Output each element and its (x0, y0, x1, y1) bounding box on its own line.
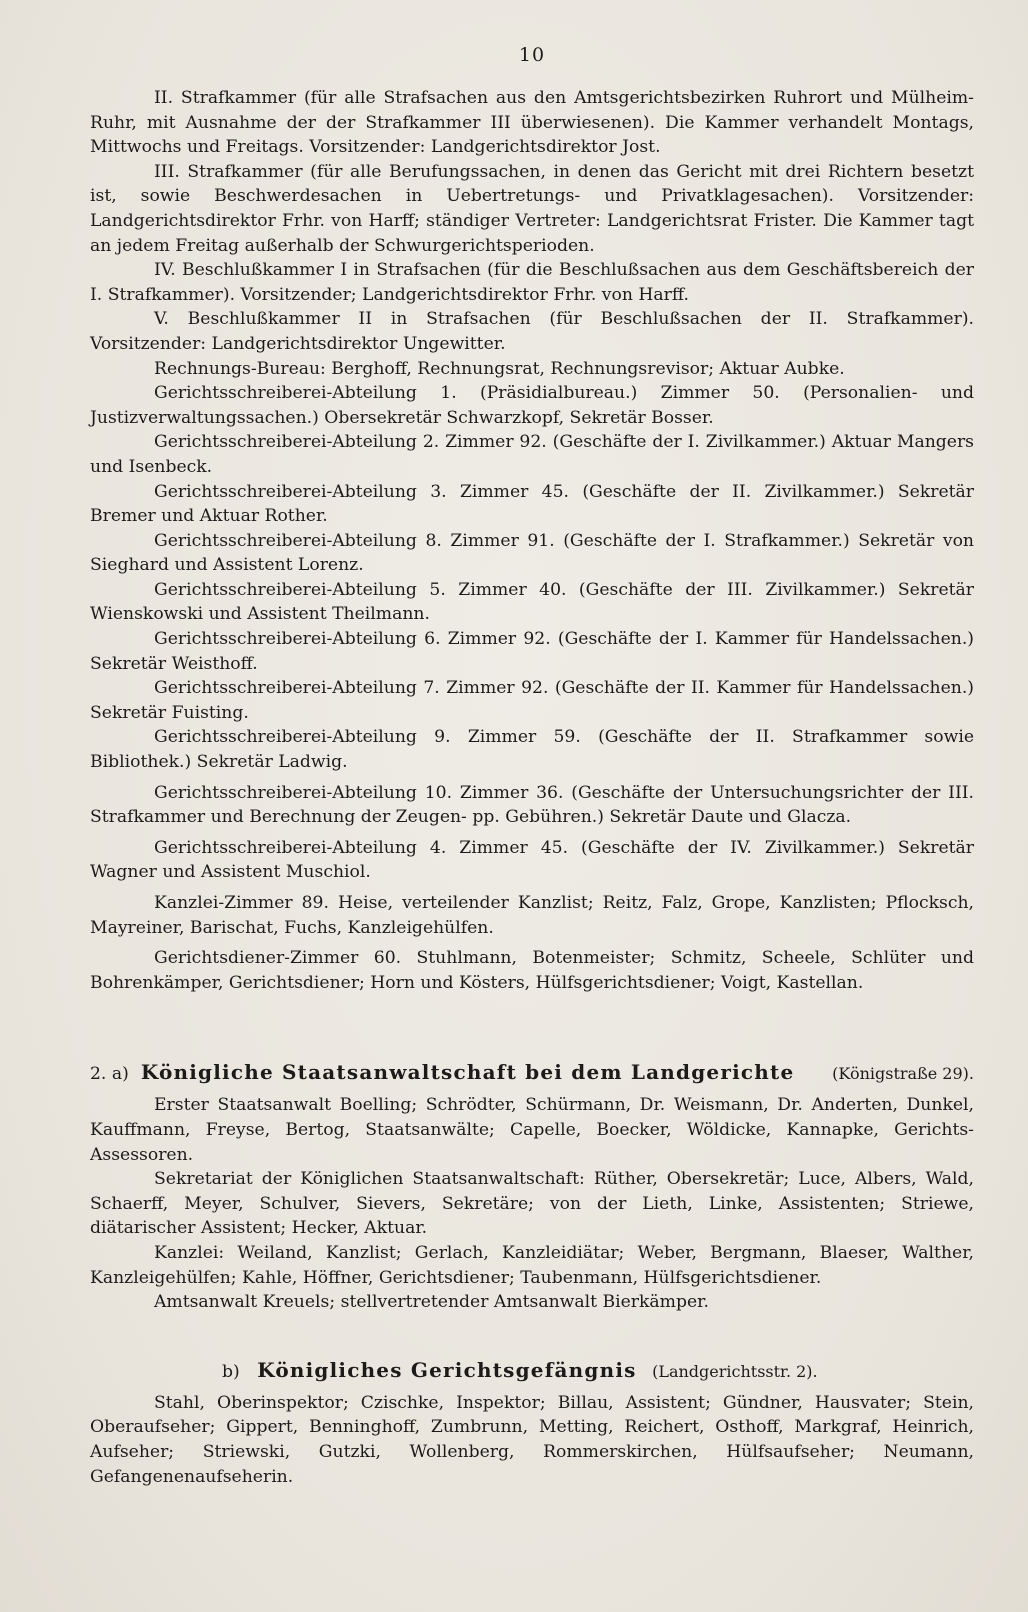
paragraph-abteilung-1: Gerichtsschreiberei-Abteilung 1. (Präsidialbureau.) Zimmer 50. (Personalien- und Justizverwaltungssachen.) Obersekretär Schwarzkopf, Sekretär Bosser. (90, 383, 974, 428)
paragraph-staatsanwaelte: Erster Staatsanwalt Boelling; Schrödter, Schürmann, Dr. Weismann, Dr. Anderten, Dunkel, Kauffmann, Freyse, Bertog, Staatsanwälte; Capelle, Boecker, Wöldicke, Kannapke, Gerichts-Assessoren. (90, 1095, 974, 1165)
paragraph-kanzlei: Kanzlei: Weiland, Kanzlist; Gerlach, Kanzleidiätar; Weber, Bergmann, Blaeser, Walther, Kanzleigehülfen; Kahle, Höffner, Gerichtsdiener; Taubenmann, Hülfsgerichtsdiener. (90, 1242, 974, 1288)
paragraph-amtsanwalt: Amtsanwalt Kreuels; stellvertretender Amtsanwalt Bierkämper. (154, 1292, 709, 1313)
section-2a-title: Königliche Staatsanwaltschaft bei dem Landgerichte (140, 1060, 795, 1085)
section-2a-number: 2. a) (90, 1064, 129, 1085)
paragraph-abteilung-7: Gerichtsschreiberei-Abteilung 7. Zimmer 92. (Geschäfte der II. Kammer für Handelssachen.) Sekretär Fuisting. (90, 678, 974, 723)
section-2b-body (90, 1391, 974, 1489)
paragraph-beschlusskammer-1: IV. Beschlußkammer I in Strafsachen (für die Beschlußsachen aus dem Geschäftsbereich der I. Strafkammer). Vorsitzender; Landgerichtsdirektor Frhr. von Harff. (90, 260, 974, 305)
paragraph-abteilung-2: Gerichtsschreiberei-Abteilung 2. Zimmer 92. (Geschäfte der I. Zivilkammer.) Aktuar Mangers und Isenbeck. (90, 432, 974, 477)
court-chambers-section (90, 86, 974, 995)
paragraph-kanzlei-zimmer: Kanzlei-Zimmer 89. Heise, verteilender Kanzlist; Reitz, Falz, Grope, Kanzlisten; Pflocksch, Mayreiner, Barischat, Fuchs, Kanzleigehülfen. (90, 893, 974, 938)
paragraph-strafkammer-3: III. Strafkammer (für alle Berufungssachen, in denen das Gericht mit drei Richtern besetzt ist, sowie Beschwerdesachen in Uebertretungs- und Privatklagesachen). Vorsitzender: Landgerichtsdirektor Frhr. von Harff; ständiger Vertreter: Landgerichtsrat Frister. Die Kammer tagt an jedem Freitag außerhalb der Schwurgerichtsperioden. (90, 161, 974, 256)
paragraph-abteilung-8: Gerichtsschreiberei-Abteilung 8. Zimmer 91. (Geschäfte der I. Strafkammer.) Sekretär von Sieghard und Assistent Lorenz. (90, 530, 974, 576)
paragraph-beschlusskammer-2: V. Beschlußkammer II in Strafsachen (für Beschlußsachen der II. Strafkammer). Vorsitzender: Landgerichtsdirektor Ungewitter. (90, 309, 974, 354)
paragraph-strafkammer-2: II. Strafkammer (für alle Strafsachen aus den Amtsgerichtsbezirken Ruhrort und Mülheim-Ruhr, mit Ausnahme der der Strafkammer III überwiesenen). Die Kammer verhandelt Montags, Mittwochs und Freitags. Vorsitzender: Landgerichtsdirektor Jost. (90, 88, 974, 158)
paragraph-abteilung-5: Gerichtsschreiberei-Abteilung 5. Zimmer 40. (Geschäfte der III. Zivilkammer.) Sekretär Wienskowski und Assistent Theilmann. (90, 579, 974, 625)
section-2b-title: Königliches Gerichtsgefängnis (257, 1357, 637, 1382)
paragraph-abteilung-10: Gerichtsschreiberei-Abteilung 10. Zimmer 36. (Geschäfte der Untersuchungsrichter der III. Strafkammer und Berechnung der Zeugen- pp. Gebühren.) Sekretär Daute und Glacza. (90, 782, 974, 828)
paragraph-gefaengnis-personal: Stahl, Oberinspektor; Czischke, Inspektor; Billau, Assistent; Gündner, Hausvater; Stein, Oberaufseher; Gippert, Benninghoff, Zumbrunn, Metting, Reichert, Osthoff, Markgraf, Heinrich, Aufseher; Striewski, Gutzki, Wollenberg, Rommerskirchen, Hülfsaufseher; Neumann, Gefangenenaufseherin. (90, 1392, 974, 1487)
paragraph-abteilung-9: Gerichtsschreiberei-Abteilung 9. Zimmer 59. (Geschäfte der II. Strafkammer sowie Bibliothek.) Sekretär Ladwig. (90, 727, 974, 773)
section-2a-body (90, 1093, 974, 1314)
page-number: 10 (518, 44, 546, 66)
paragraph-rechnungs-bureau: Rechnungs-Bureau: Berghoff, Rechnungsrat, Rechnungsrevisor; Aktuar Aubke. (154, 358, 845, 379)
section-2b-heading (90, 1357, 974, 1385)
paragraph-abteilung-3: Gerichtsschreiberei-Abteilung 3. Zimmer 45. (Geschäfte der II. Zivilkammer.) Sekretär Bremer und Aktuar Rother. (90, 481, 974, 527)
section-2a-heading (90, 1059, 974, 1087)
section-2b-number: b) (222, 1361, 240, 1382)
section-2b-address: (Landgerichtsstr. 2). (652, 1361, 818, 1381)
paragraph-abteilung-6: Gerichtsschreiberei-Abteilung 6. Zimmer 92. (Geschäfte der I. Kammer für Handelssachen.) Sekretär Weisthoff. (90, 629, 974, 674)
paragraph-abteilung-4: Gerichtsschreiberei-Abteilung 4. Zimmer 45. (Geschäfte der IV. Zivilkammer.) Sekretär Wagner und Assistent Muschiol. (90, 837, 974, 883)
paragraph-gerichtsdiener-zimmer: Gerichtsdiener-Zimmer 60. Stuhlmann, Botenmeister; Schmitz, Scheele, Schlüter und Bohrenkämper, Gerichtsdiener; Horn und Kösters, Hülfsgerichtsdiener; Voigt, Kastellan. (90, 948, 974, 993)
section-2a-address: (Königstraße 29). (832, 1064, 974, 1084)
paragraph-sekretariat: Sekretariat der Königlichen Staatsanwaltschaft: Rüther, Obersekretär; Luce, Albers, Wald, Schaerff, Meyer, Schulver, Sievers, Sekretäre; von der Lieth, Linke, Assistenten; Striewe, diätarischer Assistent; Hecker, Aktuar. (90, 1169, 974, 1239)
